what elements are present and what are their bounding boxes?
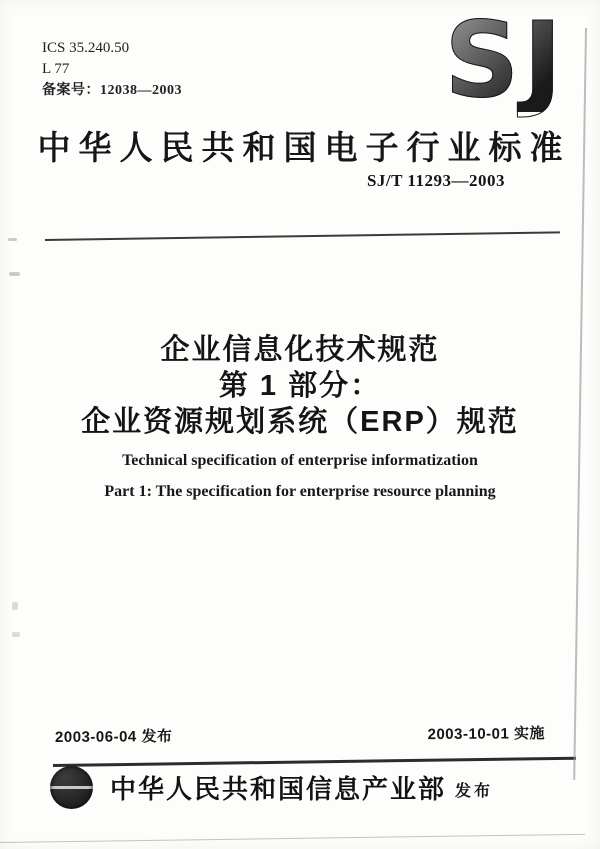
title-cn-line3: 企业资源规划系统（ERP）规范: [81, 406, 519, 438]
sj-standard-logo: SJ: [444, 0, 566, 121]
implementation-date-group: [427, 722, 545, 744]
header-divider-rule: [45, 231, 560, 241]
scan-smudge: [12, 632, 20, 637]
record-number: 备案号：12038—2003: [42, 83, 182, 98]
scan-smudge: [12, 602, 18, 610]
scan-smudge: [9, 272, 20, 276]
publisher-row: [50, 766, 570, 809]
title-cn-line2: 第 1 部分：: [218, 370, 382, 402]
title-cn-line1: 企业信息化技术规范: [160, 334, 440, 366]
meta-block: [42, 38, 182, 101]
title-en-line1: Technical specification of enterprise informatization: [122, 452, 478, 469]
issue-label: 发布: [141, 728, 173, 746]
title-en-line2: Part 1: The specification for enterprise resource planning: [104, 483, 496, 500]
standard-number: SJ/T 11293—2003: [366, 171, 505, 190]
issue-date-group: [55, 725, 173, 747]
ministry-seal-icon: [50, 766, 93, 809]
document-title-cn: [0, 332, 600, 440]
scan-smudge: [8, 238, 17, 241]
classification-code: L 77: [42, 61, 70, 77]
publisher-name: 中华人民共和国信息产业部: [110, 774, 447, 804]
issue-date: 2003-06-04: [54, 728, 137, 746]
implementation-label: 实施: [513, 725, 546, 743]
dates-row: [55, 722, 545, 747]
ics-code: ICS 35.240.50: [42, 40, 130, 56]
document-title-en: [0, 451, 600, 502]
standard-heading: 中华人民共和国电子行业标准: [37, 129, 571, 166]
scan-artifact-line: [0, 834, 585, 843]
implementation-date: 2003-10-01: [427, 725, 510, 744]
publisher-label: 发布: [455, 783, 494, 800]
